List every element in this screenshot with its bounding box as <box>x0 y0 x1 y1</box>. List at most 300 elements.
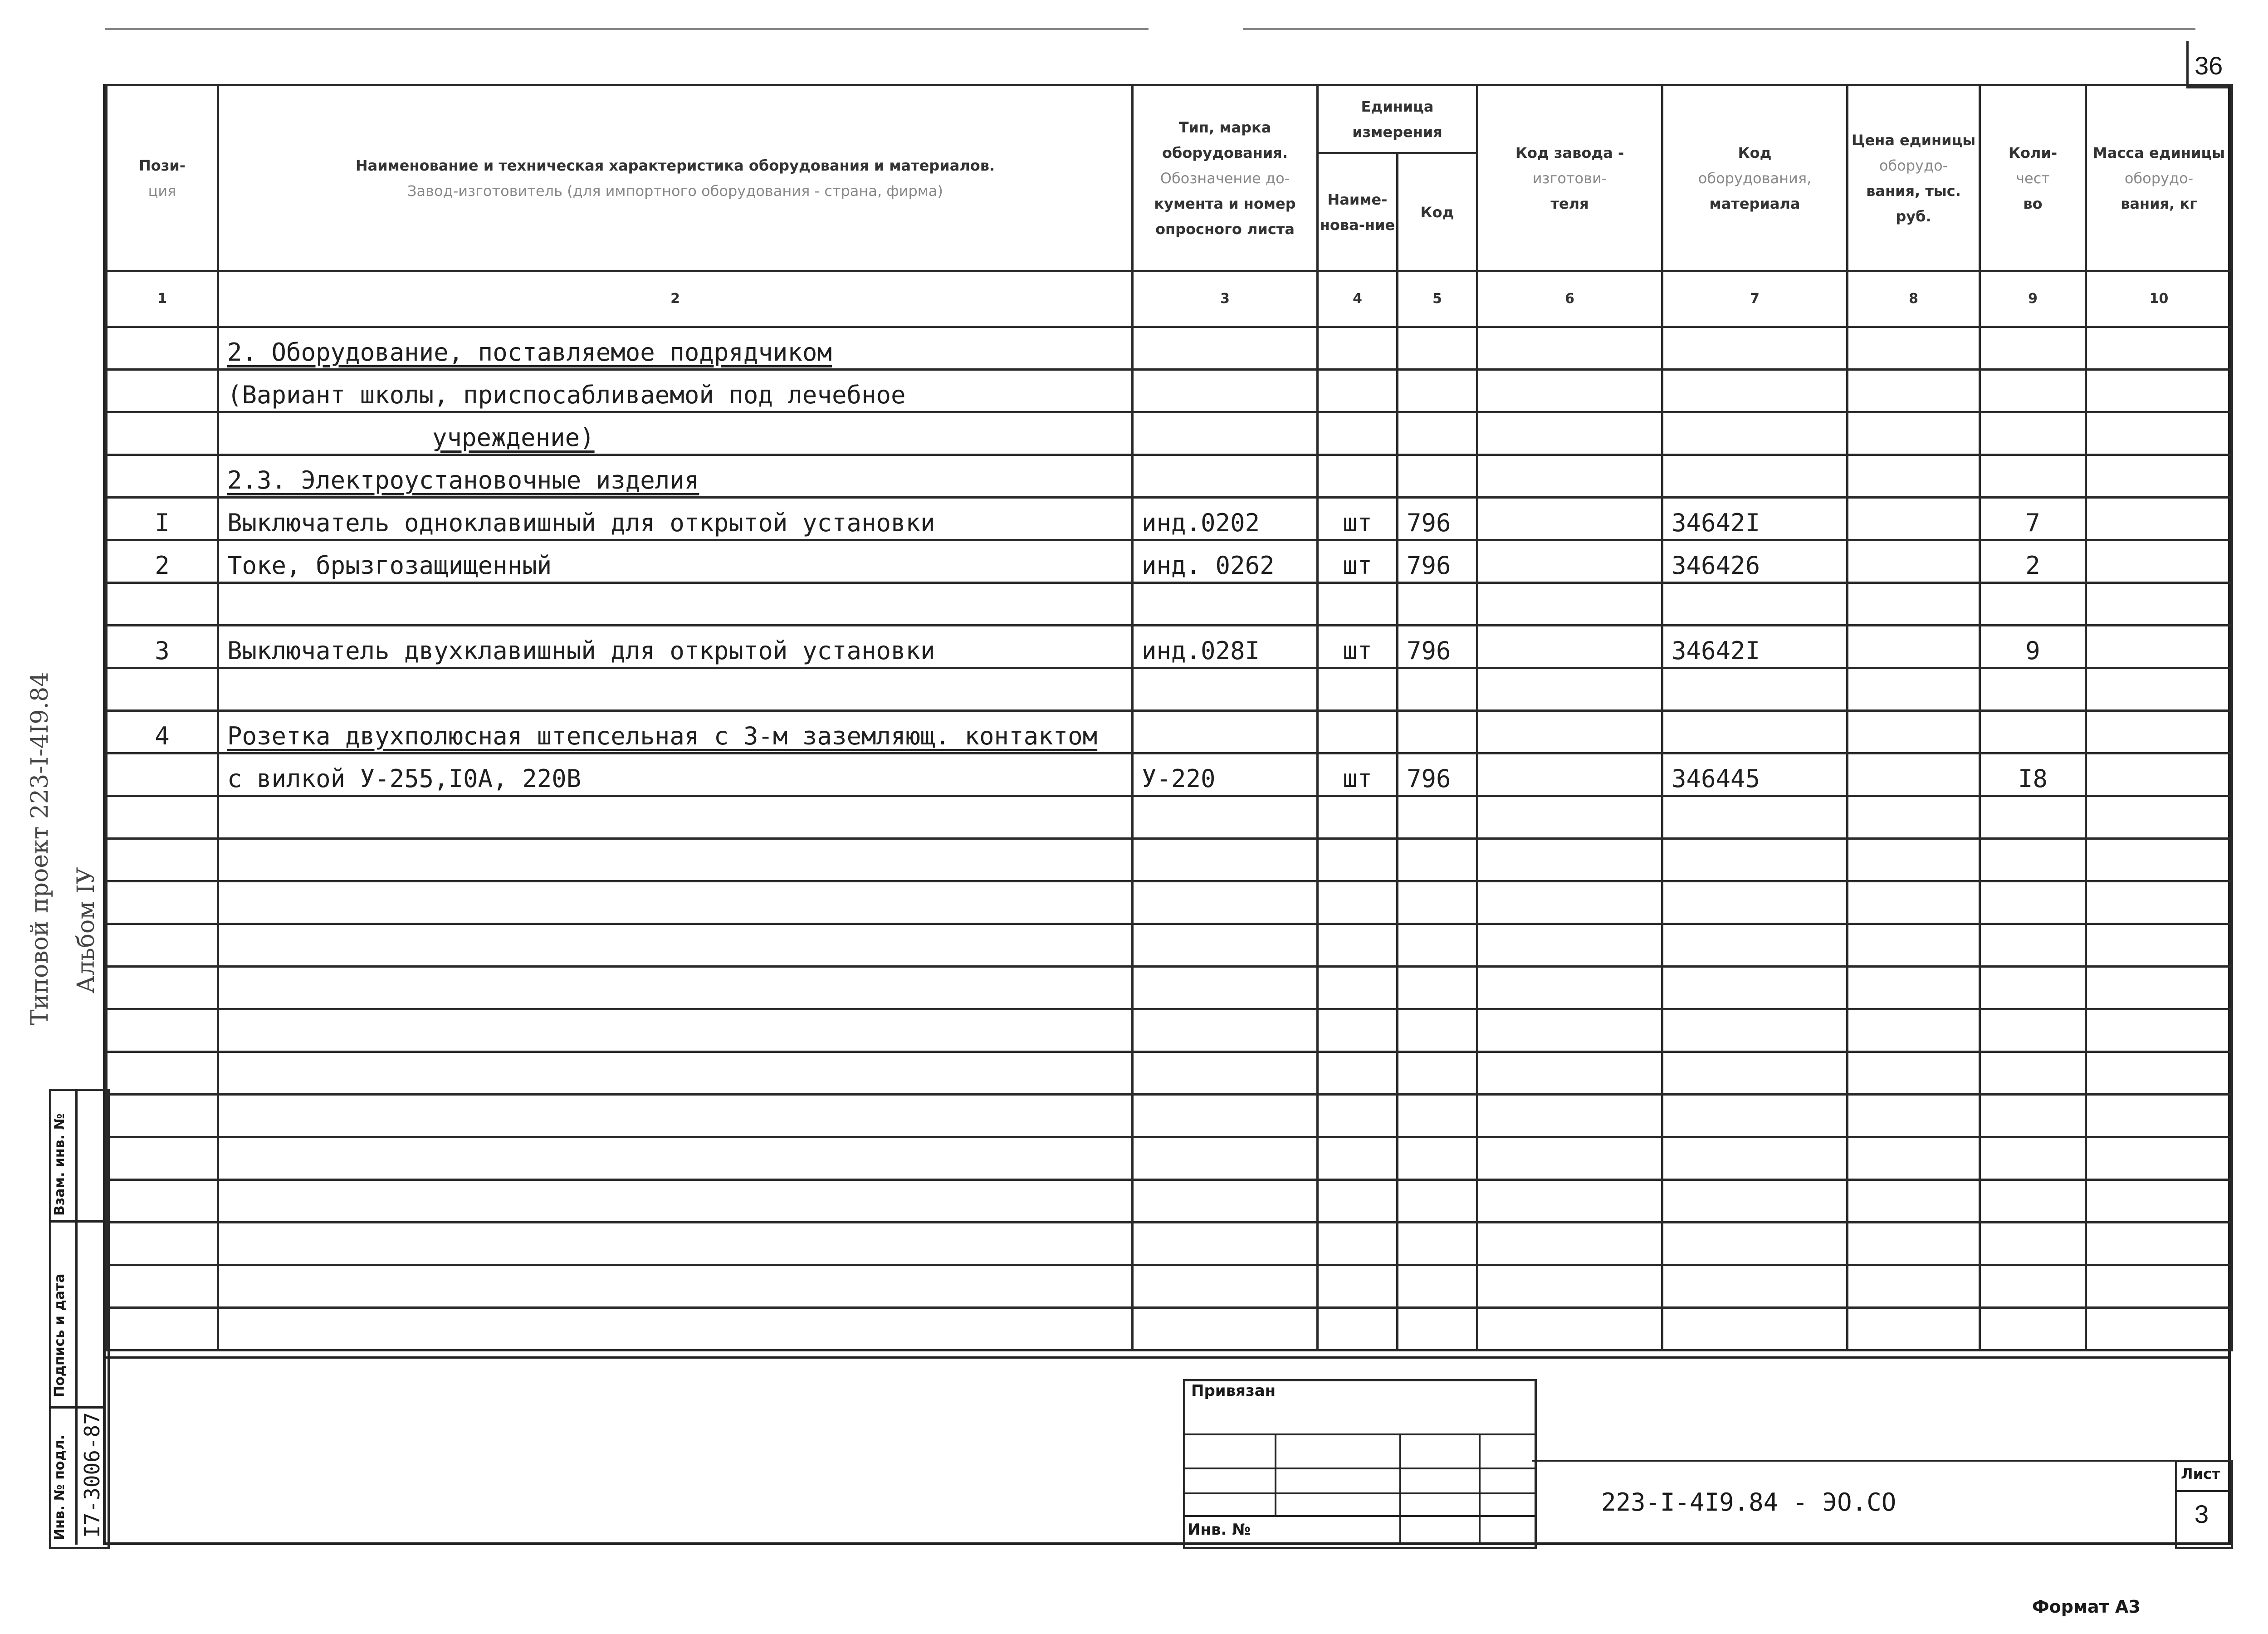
cell-pos <box>107 327 218 370</box>
cell-name <box>218 1009 1133 1052</box>
cell-price <box>1848 1137 1980 1180</box>
attached-label: Привязан <box>1191 1382 1276 1400</box>
cell-maker <box>1477 1308 1662 1350</box>
cell-type <box>1133 1052 1318 1095</box>
column-number-8: 8 <box>1848 271 1980 327</box>
cell-type <box>1133 370 1318 412</box>
cell-maker <box>1477 711 1662 753</box>
cell-unit <box>1318 1137 1398 1180</box>
cell-unit <box>1318 1095 1398 1137</box>
cell-mat-code <box>1662 1180 1848 1223</box>
cell-unit: шт <box>1318 753 1398 796</box>
doc-code: 223-I-4I9.84 - ЭО.СО <box>1601 1488 1897 1517</box>
header-position: Пози- ция <box>107 85 218 271</box>
format-label: Формат А3 <box>2032 1597 2141 1617</box>
cell-type <box>1133 455 1318 498</box>
cell-pos: 4 <box>107 711 218 753</box>
cell-code <box>1398 1308 1477 1350</box>
cell-maker <box>1477 412 1662 455</box>
cell-type: У-220 <box>1133 753 1318 796</box>
cell-type <box>1133 1223 1318 1265</box>
cell-pos <box>107 1180 218 1223</box>
table-row <box>107 498 2232 540</box>
table-row <box>107 412 2232 455</box>
cell-unit <box>1318 455 1398 498</box>
header-name: Наименование и техническая характеристика оборудования и материалов. Завод-изготовитель (для импортного оборудования - страна, фирма) <box>218 85 1133 271</box>
table-row <box>107 839 2232 881</box>
top-frame-line-right <box>1243 28 2195 30</box>
cell-mass <box>2086 1180 2232 1223</box>
table-row <box>107 1137 2232 1180</box>
cell-type <box>1133 839 1318 881</box>
cell-mat-code: 34642I <box>1662 498 1848 540</box>
cell-maker <box>1477 1095 1662 1137</box>
inv-no-podl-label: Инв. № подл. <box>52 1434 68 1540</box>
attached-hline-1 <box>1183 1433 1535 1435</box>
cell-type <box>1133 1137 1318 1180</box>
cell-mass <box>2086 1095 2232 1137</box>
cell-price <box>1848 1180 1980 1223</box>
cell-unit: шт <box>1318 626 1398 668</box>
cell-name <box>218 1095 1133 1137</box>
cell-name <box>218 668 1133 711</box>
table-row <box>107 626 2232 668</box>
cell-mass <box>2086 1223 2232 1265</box>
cell-type <box>1133 924 1318 967</box>
table-row <box>107 455 2232 498</box>
cell-qty <box>1980 1180 2086 1223</box>
cell-unit <box>1318 583 1398 626</box>
cell-type: инд.0202 <box>1133 498 1318 540</box>
cell-qty: 9 <box>1980 626 2086 668</box>
cell-price <box>1848 1265 1980 1308</box>
column-number-2: 2 <box>218 271 1133 327</box>
cell-type <box>1133 412 1318 455</box>
signature-date-label: Подпись и дата <box>52 1273 68 1397</box>
cell-name: с вилкой У-255,I0А, 220В <box>218 753 1133 796</box>
cell-code <box>1398 583 1477 626</box>
cell-name: учреждение) <box>218 412 1133 455</box>
cell-mat-code <box>1662 1265 1848 1308</box>
attached-vline-2 <box>1399 1433 1401 1545</box>
cell-mass <box>2086 540 2232 583</box>
cell-mass <box>2086 1137 2232 1180</box>
header-material-code: Код оборудования, материала <box>1662 85 1848 271</box>
cell-mass <box>2086 668 2232 711</box>
cell-price <box>1848 1009 1980 1052</box>
cell-qty <box>1980 924 2086 967</box>
cell-type <box>1133 1009 1318 1052</box>
cell-code <box>1398 1265 1477 1308</box>
cell-mat-code <box>1662 881 1848 924</box>
cell-mass <box>2086 967 2232 1009</box>
cell-mass <box>2086 626 2232 668</box>
specification-table <box>105 84 2233 1351</box>
sheet-label: Лист <box>2181 1465 2220 1482</box>
header-type: Тип, марка оборудования. Обозначение до- кумента и номер опросного листа <box>1133 85 1318 271</box>
cell-code <box>1398 881 1477 924</box>
cell-maker <box>1477 753 1662 796</box>
table-row <box>107 1009 2232 1052</box>
cell-maker <box>1477 796 1662 839</box>
cell-mass <box>2086 924 2232 967</box>
cell-mass <box>2086 498 2232 540</box>
cell-maker <box>1477 924 1662 967</box>
cell-mat-code <box>1662 327 1848 370</box>
cell-qty <box>1980 1052 2086 1095</box>
cell-name <box>218 1223 1133 1265</box>
cell-name: 2.3. Электроустановочные изделия <box>218 455 1133 498</box>
cell-price <box>1848 796 1980 839</box>
cell-type <box>1133 967 1318 1009</box>
column-number-10: 10 <box>2086 271 2232 327</box>
cell-mat-code <box>1662 1137 1848 1180</box>
cell-mat-code <box>1662 924 1848 967</box>
cell-code <box>1398 455 1477 498</box>
cell-price <box>1848 1095 1980 1137</box>
cell-name <box>218 796 1133 839</box>
column-number-1: 1 <box>107 271 218 327</box>
cell-mass <box>2086 1265 2232 1308</box>
cell-qty <box>1980 839 2086 881</box>
cell-pos: I <box>107 498 218 540</box>
cell-type <box>1133 668 1318 711</box>
cell-price <box>1848 967 1980 1009</box>
cell-mat-code <box>1662 711 1848 753</box>
table-row <box>107 1052 2232 1095</box>
table-row <box>107 967 2232 1009</box>
cell-code <box>1398 711 1477 753</box>
cell-unit <box>1318 967 1398 1009</box>
cell-price <box>1848 626 1980 668</box>
cell-price <box>1848 498 1980 540</box>
attached-hline-3 <box>1183 1492 1535 1494</box>
header-unit-code: Код <box>1398 153 1477 271</box>
cell-price <box>1848 455 1980 498</box>
cell-price <box>1848 924 1980 967</box>
cell-unit <box>1318 1308 1398 1350</box>
cell-name <box>218 1308 1133 1350</box>
side-stamp-divider-2 <box>49 1406 105 1409</box>
cell-pos <box>107 796 218 839</box>
cell-mass <box>2086 753 2232 796</box>
cell-unit: шт <box>1318 540 1398 583</box>
cell-qty <box>1980 412 2086 455</box>
cell-unit <box>1318 1052 1398 1095</box>
cell-price <box>1848 839 1980 881</box>
cell-mass <box>2086 796 2232 839</box>
cell-qty: 2 <box>1980 540 2086 583</box>
cell-maker <box>1477 839 1662 881</box>
cell-price <box>1848 668 1980 711</box>
doc-code-top-border <box>1532 1460 2231 1462</box>
top-frame-line-left <box>105 28 1149 30</box>
cell-unit: шт <box>1318 498 1398 540</box>
cell-type <box>1133 711 1318 753</box>
cell-mass <box>2086 1052 2232 1095</box>
cell-mat-code: 346426 <box>1662 540 1848 583</box>
cell-qty <box>1980 583 2086 626</box>
header-unit-name: Наиме-нова-ние <box>1318 153 1398 271</box>
cell-unit <box>1318 881 1398 924</box>
cell-code <box>1398 1180 1477 1223</box>
title-block-top-border <box>105 1356 2231 1359</box>
cell-mass <box>2086 881 2232 924</box>
cell-qty <box>1980 668 2086 711</box>
cell-mat-code <box>1662 967 1848 1009</box>
cell-mat-code <box>1662 796 1848 839</box>
cell-price <box>1848 1223 1980 1265</box>
cell-pos: 3 <box>107 626 218 668</box>
cell-price <box>1848 327 1980 370</box>
cell-type <box>1133 327 1318 370</box>
cell-mass <box>2086 370 2232 412</box>
cell-unit <box>1318 1265 1398 1308</box>
attached-hline-4 <box>1183 1515 1535 1517</box>
cell-pos <box>107 967 218 1009</box>
cell-pos <box>107 1137 218 1180</box>
cell-code <box>1398 668 1477 711</box>
cell-pos <box>107 583 218 626</box>
cell-qty: 7 <box>1980 498 2086 540</box>
cell-type <box>1133 881 1318 924</box>
cell-maker <box>1477 1223 1662 1265</box>
table-row <box>107 1180 2232 1223</box>
cell-code: 796 <box>1398 753 1477 796</box>
cell-qty <box>1980 1095 2086 1137</box>
cell-pos <box>107 1265 218 1308</box>
cell-name <box>218 583 1133 626</box>
cell-code <box>1398 924 1477 967</box>
table-row <box>107 583 2232 626</box>
cell-price <box>1848 370 1980 412</box>
cell-code <box>1398 1095 1477 1137</box>
header-price: Цена единицы оборудо- вания, тыс. руб. <box>1848 85 1980 271</box>
table-row <box>107 711 2232 753</box>
table-row <box>107 881 2232 924</box>
cell-code <box>1398 412 1477 455</box>
cell-name <box>218 881 1133 924</box>
cell-maker <box>1477 626 1662 668</box>
cell-pos <box>107 1052 218 1095</box>
cell-name: Токе, брызгозащищенный <box>218 540 1133 583</box>
cell-maker <box>1477 327 1662 370</box>
cell-qty <box>1980 455 2086 498</box>
side-stamp-divider-vertical <box>75 1089 78 1545</box>
cell-mat-code <box>1662 839 1848 881</box>
cell-name <box>218 1265 1133 1308</box>
cell-price <box>1848 412 1980 455</box>
cell-name <box>218 1137 1133 1180</box>
cell-mass <box>2086 1308 2232 1350</box>
cell-maker <box>1477 455 1662 498</box>
cell-mat-code <box>1662 1009 1848 1052</box>
table-row <box>107 1223 2232 1265</box>
cell-maker <box>1477 1180 1662 1223</box>
frame-bottom-border <box>103 1542 2233 1545</box>
cell-code: 796 <box>1398 540 1477 583</box>
cell-maker <box>1477 668 1662 711</box>
cell-maker <box>1477 498 1662 540</box>
cell-pos: 2 <box>107 540 218 583</box>
cell-price <box>1848 711 1980 753</box>
cell-maker <box>1477 540 1662 583</box>
cell-type <box>1133 583 1318 626</box>
cell-price <box>1848 540 1980 583</box>
sheet-number: 3 <box>2195 1500 2209 1528</box>
cell-maker <box>1477 967 1662 1009</box>
side-stamp-divider-1 <box>49 1220 105 1223</box>
table-row <box>107 540 2232 583</box>
cell-qty <box>1980 327 2086 370</box>
cell-qty <box>1980 1223 2086 1265</box>
cell-pos <box>107 1009 218 1052</box>
corner-page-number: 36 <box>2195 51 2223 80</box>
cell-qty <box>1980 1009 2086 1052</box>
table-row <box>107 796 2232 839</box>
cell-code <box>1398 1223 1477 1265</box>
cell-code: 796 <box>1398 626 1477 668</box>
attached-hline-2 <box>1183 1468 1535 1469</box>
cell-pos <box>107 455 218 498</box>
cell-mat-code: 34642I <box>1662 626 1848 668</box>
cell-mat-code <box>1662 412 1848 455</box>
header-unit-group: Единица измерения <box>1318 85 1477 153</box>
cell-pos <box>107 668 218 711</box>
cell-pos <box>107 924 218 967</box>
cell-mass <box>2086 839 2232 881</box>
cell-mat-code: 346445 <box>1662 753 1848 796</box>
cell-code <box>1398 370 1477 412</box>
vzam-inv-label: Взам. инв. № <box>52 1113 68 1216</box>
cell-pos <box>107 839 218 881</box>
inv-label: Инв. № <box>1188 1521 1251 1539</box>
column-number-row <box>107 271 2232 327</box>
cell-mat-code <box>1662 1052 1848 1095</box>
header-quantity: Коли- чест во <box>1980 85 2086 271</box>
column-number-3: 3 <box>1133 271 1318 327</box>
header-maker-code: Код завода - изготови- теля <box>1477 85 1662 271</box>
cell-maker <box>1477 1009 1662 1052</box>
cell-type <box>1133 1265 1318 1308</box>
column-number-7: 7 <box>1662 271 1848 327</box>
cell-pos <box>107 1223 218 1265</box>
header-mass: Масса единицы оборудо- вания, кг <box>2086 85 2232 271</box>
cell-price <box>1848 583 1980 626</box>
cell-type <box>1133 1180 1318 1223</box>
table-row <box>107 1095 2232 1137</box>
cell-maker <box>1477 1137 1662 1180</box>
cell-mat-code <box>1662 583 1848 626</box>
cell-name: 2. Оборудование, поставляемое подрядчиком <box>218 327 1133 370</box>
cell-mat-code <box>1662 455 1848 498</box>
cell-pos <box>107 753 218 796</box>
cell-unit <box>1318 711 1398 753</box>
table-row <box>107 1308 2232 1350</box>
cell-mass <box>2086 711 2232 753</box>
cell-pos <box>107 881 218 924</box>
cell-name <box>218 967 1133 1009</box>
column-number-5: 5 <box>1398 271 1477 327</box>
cell-type: инд.028I <box>1133 626 1318 668</box>
cell-name: Выключатель одноклавишный для открытой установки <box>218 498 1133 540</box>
sheet-number-divider <box>2175 1490 2231 1492</box>
table-row <box>107 1265 2232 1308</box>
cell-code: 796 <box>1398 498 1477 540</box>
table-row <box>107 327 2232 370</box>
cell-unit <box>1318 370 1398 412</box>
table-row <box>107 753 2232 796</box>
project-label: Типовой проект 223-I-4I9.84 <box>26 671 54 1025</box>
cell-mass <box>2086 327 2232 370</box>
cell-price <box>1848 753 1980 796</box>
cell-qty <box>1980 1308 2086 1350</box>
cell-code <box>1398 327 1477 370</box>
attached-vline-1 <box>1275 1433 1276 1515</box>
cell-mat-code <box>1662 1095 1848 1137</box>
column-number-4: 4 <box>1318 271 1398 327</box>
cell-name: Розетка двухполюсная штепсельная с 3-м заземляющ. контактом <box>218 711 1133 753</box>
cell-name: (Вариант школы, приспосабливаемой под лечебное <box>218 370 1133 412</box>
cell-qty <box>1980 967 2086 1009</box>
cell-mat-code <box>1662 668 1848 711</box>
inv-no-podl-value: I7-3006-87 <box>80 1412 104 1538</box>
cell-qty <box>1980 881 2086 924</box>
table-row <box>107 370 2232 412</box>
cell-price <box>1848 1052 1980 1095</box>
cell-maker <box>1477 370 1662 412</box>
cell-code <box>1398 967 1477 1009</box>
cell-code <box>1398 1052 1477 1095</box>
cell-unit <box>1318 668 1398 711</box>
cell-qty <box>1980 711 2086 753</box>
cell-qty <box>1980 370 2086 412</box>
cell-type <box>1133 1095 1318 1137</box>
cell-mat-code <box>1662 370 1848 412</box>
cell-name <box>218 1052 1133 1095</box>
cell-unit <box>1318 327 1398 370</box>
cell-unit <box>1318 1223 1398 1265</box>
table-row <box>107 924 2232 967</box>
cell-type <box>1133 796 1318 839</box>
cell-name <box>218 924 1133 967</box>
cell-unit <box>1318 1009 1398 1052</box>
cell-maker <box>1477 1052 1662 1095</box>
cell-unit <box>1318 412 1398 455</box>
cell-name: Выключатель двухклавишный для открытой установки <box>218 626 1133 668</box>
column-number-9: 9 <box>1980 271 2086 327</box>
cell-mat-code <box>1662 1308 1848 1350</box>
column-number-6: 6 <box>1477 271 1662 327</box>
cell-code <box>1398 796 1477 839</box>
cell-qty <box>1980 1265 2086 1308</box>
cell-name <box>218 1180 1133 1223</box>
cell-pos <box>107 1095 218 1137</box>
cell-pos <box>107 370 218 412</box>
cell-pos <box>107 1308 218 1350</box>
cell-unit <box>1318 796 1398 839</box>
cell-code <box>1398 839 1477 881</box>
cell-maker <box>1477 881 1662 924</box>
cell-type: инд. 0262 <box>1133 540 1318 583</box>
cell-mat-code <box>1662 1223 1848 1265</box>
cell-qty <box>1980 796 2086 839</box>
cell-unit <box>1318 1180 1398 1223</box>
cell-mass <box>2086 412 2232 455</box>
cell-mass <box>2086 583 2232 626</box>
table-row <box>107 668 2232 711</box>
cell-qty <box>1980 1137 2086 1180</box>
